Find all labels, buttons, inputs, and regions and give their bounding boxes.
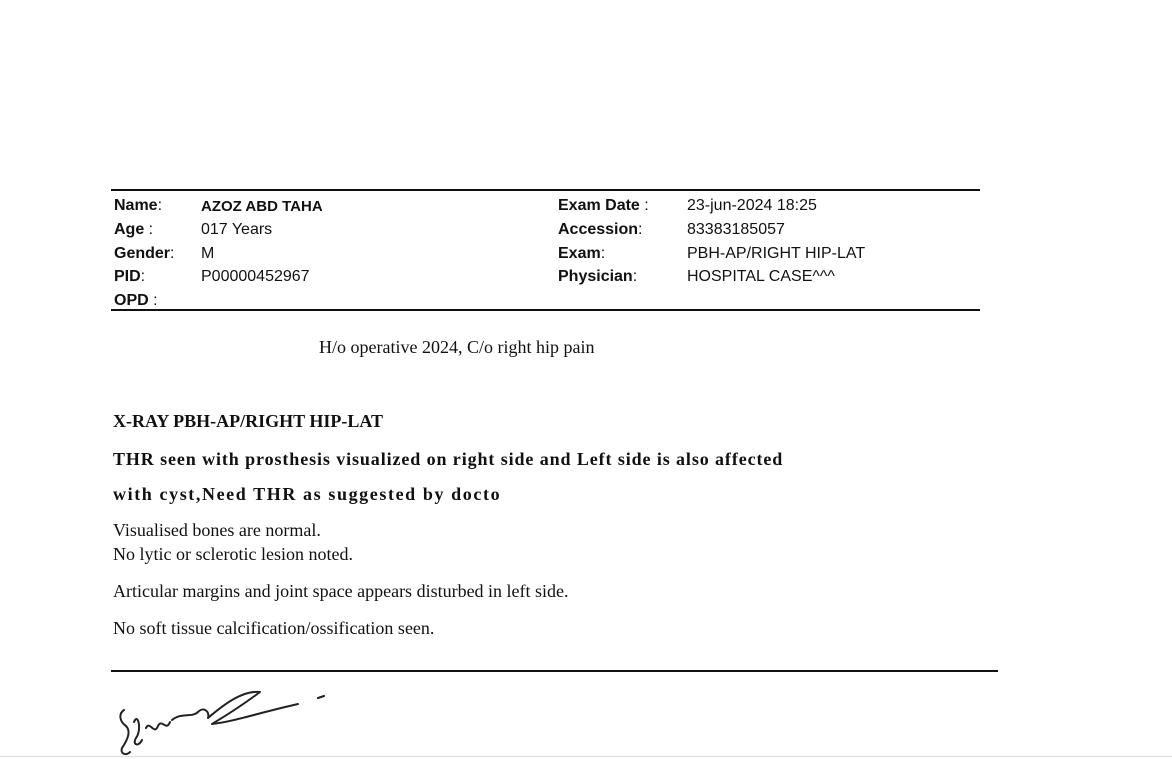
opd-sep: : xyxy=(148,292,158,309)
finding-line-2: with cyst,Need THR as suggested by docto xyxy=(113,484,502,504)
age-label: Age xyxy=(114,221,145,238)
patient-age-row xyxy=(114,220,153,240)
accession-sep: : xyxy=(638,221,643,238)
pid-sep: : xyxy=(140,268,146,285)
exam-date-value: 23-jun-2024 18:25 xyxy=(687,197,817,214)
gender-label: Gender xyxy=(114,245,171,262)
signature-rule xyxy=(111,670,998,672)
patient-opd-row xyxy=(114,291,158,311)
name-sep: : xyxy=(157,197,163,214)
patient-name-value: AZOZ ABD TAHA xyxy=(201,198,323,215)
exam-date-row xyxy=(558,196,649,216)
body-line-4: No soft tissue calcification/ossification seen. xyxy=(113,618,435,638)
accession-row xyxy=(558,220,643,240)
physician-row xyxy=(558,267,637,287)
opd-label: OPD xyxy=(114,292,149,309)
gender-sep: : xyxy=(170,245,175,262)
patient-name-row xyxy=(114,196,162,216)
physician-sep: : xyxy=(632,268,638,285)
body-line-2: No lytic or sclerotic lesion noted. xyxy=(113,544,353,564)
patient-gender-value: M xyxy=(201,245,215,262)
report-title: X-RAY PBH-AP/RIGHT HIP-LAT xyxy=(113,411,384,431)
accession-label: Accession xyxy=(558,221,639,238)
page-bottom-border xyxy=(0,756,1172,757)
patient-pid-row xyxy=(114,267,145,287)
header-top-rule xyxy=(111,189,980,191)
body-line-1: Visualised bones are normal. xyxy=(113,520,321,540)
exam-label: Exam xyxy=(558,245,601,262)
header-bottom-rule xyxy=(111,309,980,311)
signature-image xyxy=(112,682,342,759)
physician-label: Physician xyxy=(558,268,633,285)
pid-label: PID xyxy=(114,268,141,285)
exam-date-sep: : xyxy=(639,197,649,214)
exam-value: PBH-AP/RIGHT HIP-LAT xyxy=(687,245,866,262)
patient-gender-row xyxy=(114,244,174,264)
patient-age-value: 017 Years xyxy=(201,221,273,238)
physician-value: HOSPITAL CASE^^^ xyxy=(687,268,835,285)
body-line-3: Articular margins and joint space appears disturbed in left side. xyxy=(113,581,569,601)
age-sep: : xyxy=(144,221,154,238)
exam-row xyxy=(558,244,605,264)
exam-date-label: Exam Date xyxy=(558,197,640,214)
patient-pid-value: P00000452967 xyxy=(201,268,310,285)
exam-sep: : xyxy=(600,245,606,262)
finding-line-1: THR seen with prosthesis visualized on right side and Left side is also affected xyxy=(113,449,784,469)
clinical-history: H/o operative 2024, C/o right hip pain xyxy=(319,337,595,357)
accession-value: 83383185057 xyxy=(687,221,785,238)
name-label: Name xyxy=(114,197,158,214)
